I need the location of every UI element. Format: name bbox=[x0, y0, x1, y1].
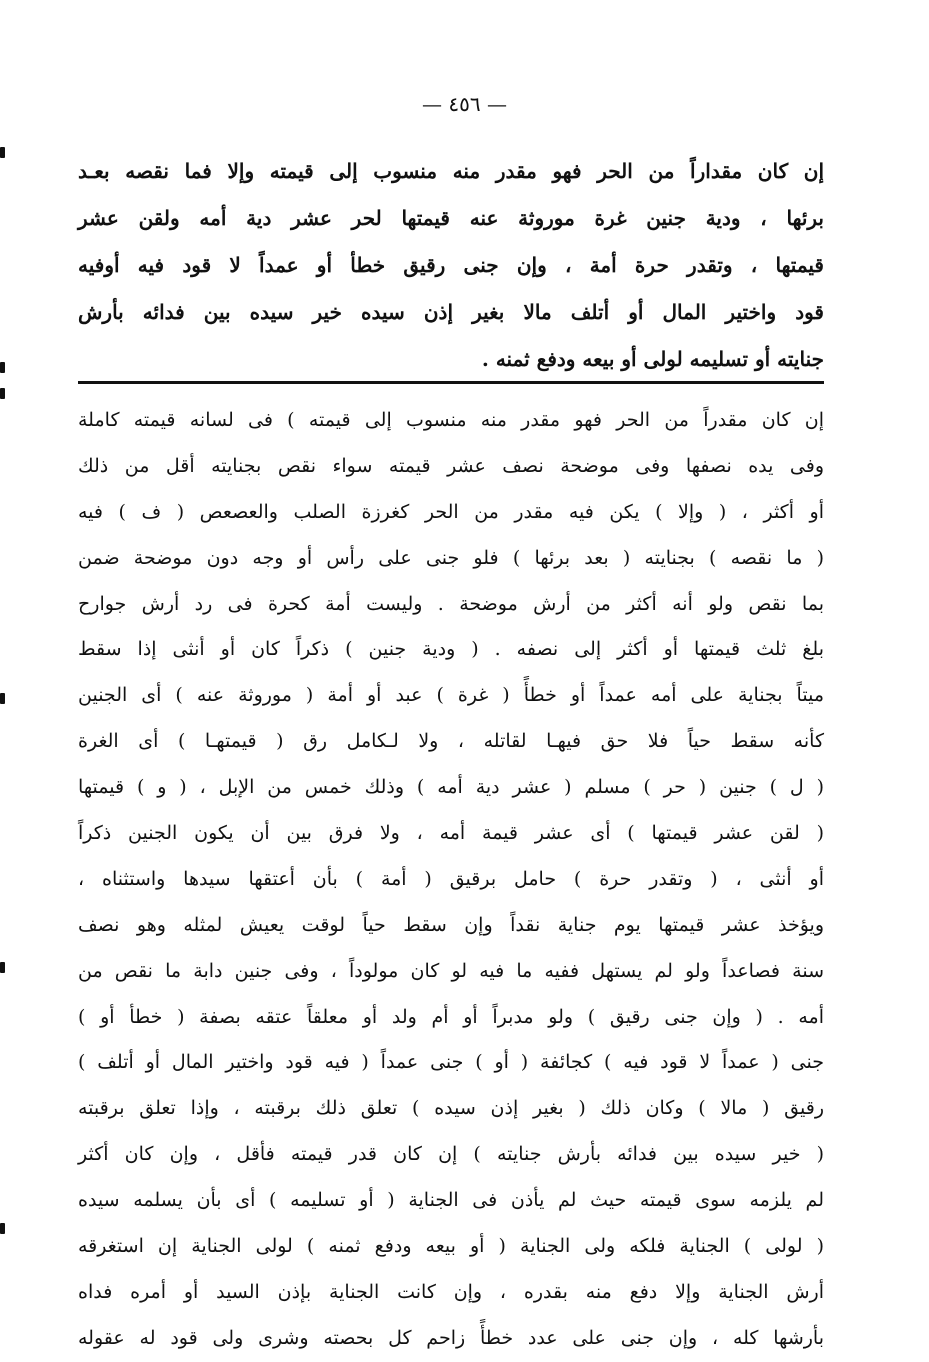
scan-edge-mark bbox=[0, 147, 5, 158]
sharh-line: ( لقن عشر قيمتها ) أى عشر قيمة أمه ، ولا فرق بين أن يكون الجنين ذكراً bbox=[78, 822, 824, 845]
matn-line: قود واختير المال أو أتلف مالا بغير إذن سيده خير سيده بين فدائه بأرش bbox=[78, 300, 824, 324]
matn-line: جنايته أو تسليمه لولى أو بيعه ودفع ثمنه . bbox=[481, 347, 824, 371]
sharh-line: جنى ( عمداً لا قود فيه ) كجائفة ( أو ) جنى عمداً ( فيه قود واختير المال أو أتلف ) bbox=[78, 1051, 824, 1074]
sharh-line: ( لولى ) الجناية فلكه ولى الجناية ( أو بيعه ودفع ثمنه ) لولى الجناية إن استغرقه bbox=[78, 1235, 824, 1258]
sharh-line: ويؤخذ عشر قيمتها يوم جناية نقداً وإن سقط حياً لوقت يعيش لمثله وهو نصف bbox=[78, 913, 824, 936]
scan-edge-mark bbox=[0, 388, 5, 399]
sharh-line: أو أكثر ، ( وإلا ) يكن فيه مقدر من الحر كغرزة الصلب والعصعص ( ف ) فيه bbox=[78, 500, 824, 523]
matn-line: قيمتها ، وتقدر حرة أمة ، وإن جنى رقيق خطأ أو عمداً لا قود فيه أوفيه bbox=[78, 253, 824, 277]
scan-edge-mark bbox=[0, 693, 5, 704]
page-number: — ٤٥٦ — bbox=[422, 92, 507, 116]
sharh-line: لم يلزمه سوى قيمته حيث لم يأذن فى الجناية ( أو تسليمه ) أى بأن يسلمه سيده bbox=[78, 1189, 824, 1212]
sharh-line: أرش الجناية وإلا دفع منه بقدره ، وإن كانت الجناية بإذن السيد أو أمره فداه bbox=[78, 1280, 824, 1303]
sharh-line: ( ل ) جنين ( حر ) مسلم ( عشر دية أمه ) وذلك خمس من الإبل ، ( و ) قيمتها bbox=[78, 776, 824, 799]
sharh-line: بأرشها كله ، وإن جنى على عدد خطأً زاحم كل بحصته وشرى ولى قود له عقوله bbox=[78, 1326, 824, 1349]
sharh-line: أو أنثى ، ( وتقدر حرة ) حامل برقيق ( أمة ) بأن أعتقها سيدها واستثناه ، bbox=[78, 867, 824, 890]
sharh-line: سنة فصاعداً ولو لم يستهل ففيه ما فيه لو كان مولوداً ، وفى جنين دابة ما نقص من bbox=[78, 959, 824, 982]
sharh-line: كأنه سقط حياً فلا حق فيهـا لقاتله ، ولا لـكامل رق ( قيمتهـا ) أى الغرة bbox=[78, 730, 824, 753]
scan-edge-mark bbox=[0, 1223, 5, 1234]
sharh-line: إن كان مقدراً من الحر فهو مقدر منه منسوب إلى قيمته ) فى لسانه قيمته كاملة bbox=[78, 409, 824, 431]
sharh-line: ( ما نقصه ) بجنايته ( بعد برئها ) فلو جنى على رأس أو وجه دون موضحة ضمن bbox=[78, 546, 824, 569]
sharh-line: بلغ ثلث قيمتها أو أكثر إلى نصفه . ( ودية جنين ) ذكراً كان أو أنثى إذا سقط bbox=[78, 638, 824, 661]
matn-line: إن كان مقداراً من الحر فهو مقدر منه منسوب إلى قيمته وإلا فما نقصه بعـد bbox=[78, 159, 824, 183]
sharh-line: ( خير سيده بين فدائه بأرش جنايته ) إن كان قدر قيمته فأقل ، وإن كان أكثر bbox=[78, 1143, 824, 1166]
matn-text bbox=[78, 148, 824, 383]
sharh-commentary bbox=[78, 398, 824, 1362]
scan-edge-mark bbox=[0, 362, 5, 373]
sharh-line: أمه . ( وإن جنى رقيق ) ولو مدبراً أو أم ولد أو معلقاً عتقه بصفة ( خطأ أو ) bbox=[78, 1005, 824, 1028]
matn-line: برئها ، ودية جنين غرة موروثة عنه قيمتها لحر عشر دية أمه ولقن عشر bbox=[78, 206, 824, 230]
sharh-line: بما نقص ولو أنه أكثر من أرش موضحة . وليست أمة كحرة فى رد أرش جوارح bbox=[78, 592, 824, 615]
sharh-line: رقيق ( مالا ) وكان ذلك ( بغير إذن سيده ) تعلق ذلك برقبته ، وإذا تعلق برقبته bbox=[78, 1097, 824, 1120]
sharh-line: وفى يده نصفها وفى موضحة نصف عشر قيمته سواء نقص بجنايته أقل من ذلك bbox=[78, 454, 824, 477]
section-divider bbox=[78, 381, 824, 384]
scan-edge-mark bbox=[0, 962, 5, 973]
sharh-line: ميتاً بجناية على أمه عمداً أو خطأً ( غرة ) عبد أو أمة ( موروثة عنه ) أى الجنين bbox=[78, 684, 824, 707]
